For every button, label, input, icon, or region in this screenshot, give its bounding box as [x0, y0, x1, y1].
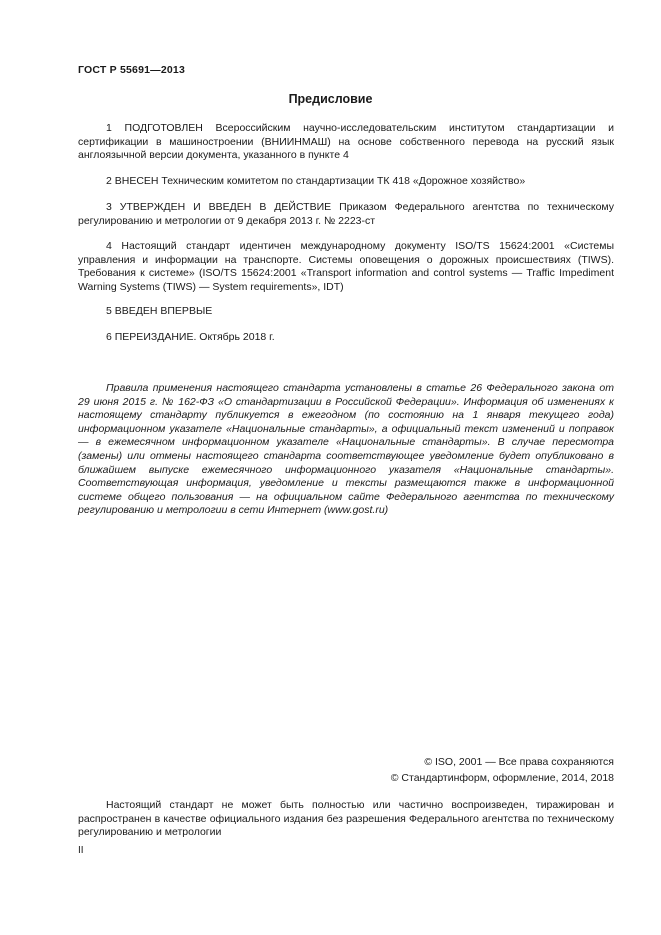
- preface-item-4: 4 Настоящий стандарт идентичен международному документу ISO/TS 15624:2001 «Системы управления и информации на транспорте. Системы оповещения о дорожных происшествиях (TIWS). Требования к системе» (ISO/TS 15624:2001 «Transport information and control systems — Traffic Impediment Warning Systems (TIWS) — System requirements», IDT): [78, 240, 614, 293]
- reproduction-notice: Настоящий стандарт не может быть полностью или частично воспроизведен, тиражирован и распространен в качестве официального издания без разрешения Федерального агентства по техническому регулированию и метрологии: [78, 799, 614, 838]
- copyright-standartinform: © Стандартинформ, оформление, 2014, 2018: [390, 772, 614, 784]
- page-number: II: [78, 845, 84, 856]
- preface-title: Предисловие: [288, 92, 373, 106]
- rules-of-application-text: Правила применения настоящего стандарта установлены в статье 26 Федерального закона от 29 июня 2015 г. № 162-ФЗ «О стандартизации в Российской Федерации». Информация об изменениях к настоящему стандарту публикуется в ежегодном (по состоянию на 1 января текущего года) информационном указателе «Национальные стандарты», а официальный текст изменений и поправок — в ежемесячном информационном указателе «Национальные стандарты». В случае пересмотра (замены) или отмены настоящего стандарта соответствующее уведомление будет опубликовано в ближайшем выпуске ежемесячного информационного указателя «Национальные стандарты». Соответствующая информация, уведомление и тексты размещаются также в информационной системе общего пользования — на официальном сайте Федерального агентства по техническому регулированию и метрологии в сети Интернет (www.gost.ru): [78, 382, 614, 517]
- preface-item-1: 1 ПОДГОТОВЛЕН Всероссийским научно-исследовательским институтом стандартизации и сертификации в машиностроении (ВНИИНМАШ) на основе собственного перевода на русский язык англоязычной версии документа, указанного в пункте 4: [78, 122, 614, 161]
- preface-item-2: 2 ВНЕСЕН Техническим комитетом по стандартизации ТК 418 «Дорожное хозяйство»: [106, 175, 526, 187]
- preface-item-5: 5 ВВЕДЕН ВПЕРВЫЕ: [106, 305, 213, 317]
- preface-item-3: 3 УТВЕРЖДЕН И ВВЕДЕН В ДЕЙСТВИЕ Приказом Федерального агентства по техническому регулированию и метрологии от 9 декабря 2013 г. № 2223-ст: [78, 201, 614, 227]
- preface-item-6: 6 ПЕРЕИЗДАНИЕ. Октябрь 2018 г.: [106, 331, 275, 343]
- copyright-iso: © ISO, 2001 — Все права сохраняются: [424, 756, 614, 768]
- standard-code: ГОСТ Р 55691—2013: [78, 64, 186, 76]
